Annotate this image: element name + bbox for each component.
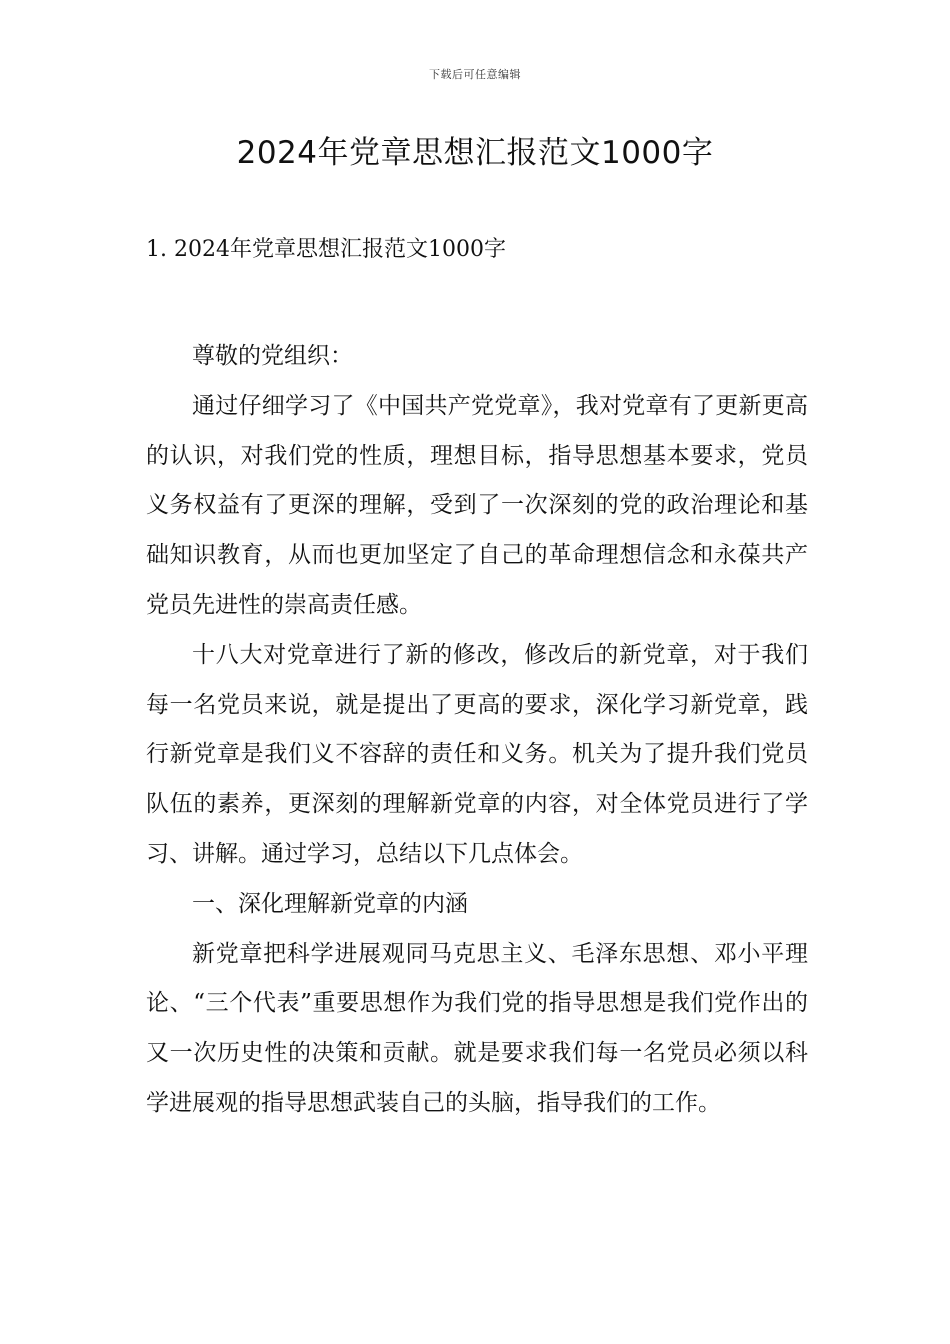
- section-heading: 1. 2024年党章思想汇报范文1000字: [146, 237, 506, 262]
- body-paragraph: 新党章把科学进展观同马克思主义、毛泽东思想、邓小平理论、“三个代表”重要思想作为我们党的指导思想是我们党作出的又一次历史性的决策和贡献。就是要求我们每一名党员必须以科学进展观的指导思想武装自己的头脑，指导我们的工作。: [146, 940, 808, 1116]
- salutation: 尊敬的党组织：: [192, 343, 353, 369]
- header-note: 下载后可任意编辑: [429, 68, 521, 81]
- body-paragraph: 十八大对党章进行了新的修改，修改后的新党章，对于我们每一名党员来说，就是提出了更高的要求，深化学习新党章，践行新党章是我们义不容辞的责任和义务。机关为了提升我们党员队伍的素养，更深刻的理解新党章的内容，对全体党员进行了学习、讲解。通过学习，总结以下几点体会。: [146, 641, 808, 867]
- body-paragraph: 通过仔细学习了《中国共产党党章》，我对党章有了更新更高的认识，对我们党的性质，理想目标，指导思想基本要求，党员义务权益有了更深的理解，受到了一次深刻的党的政治理论和基础知识教育，从而也更加坚定了自己的革命理想信念和永葆共产党员先进性的崇高责任感。: [146, 392, 808, 618]
- document-title: 2024年党章思想汇报范文1000字: [236, 135, 714, 171]
- subsection-heading: 一、深化理解新党章的内涵: [192, 890, 468, 917]
- document-body: [146, 332, 808, 1129]
